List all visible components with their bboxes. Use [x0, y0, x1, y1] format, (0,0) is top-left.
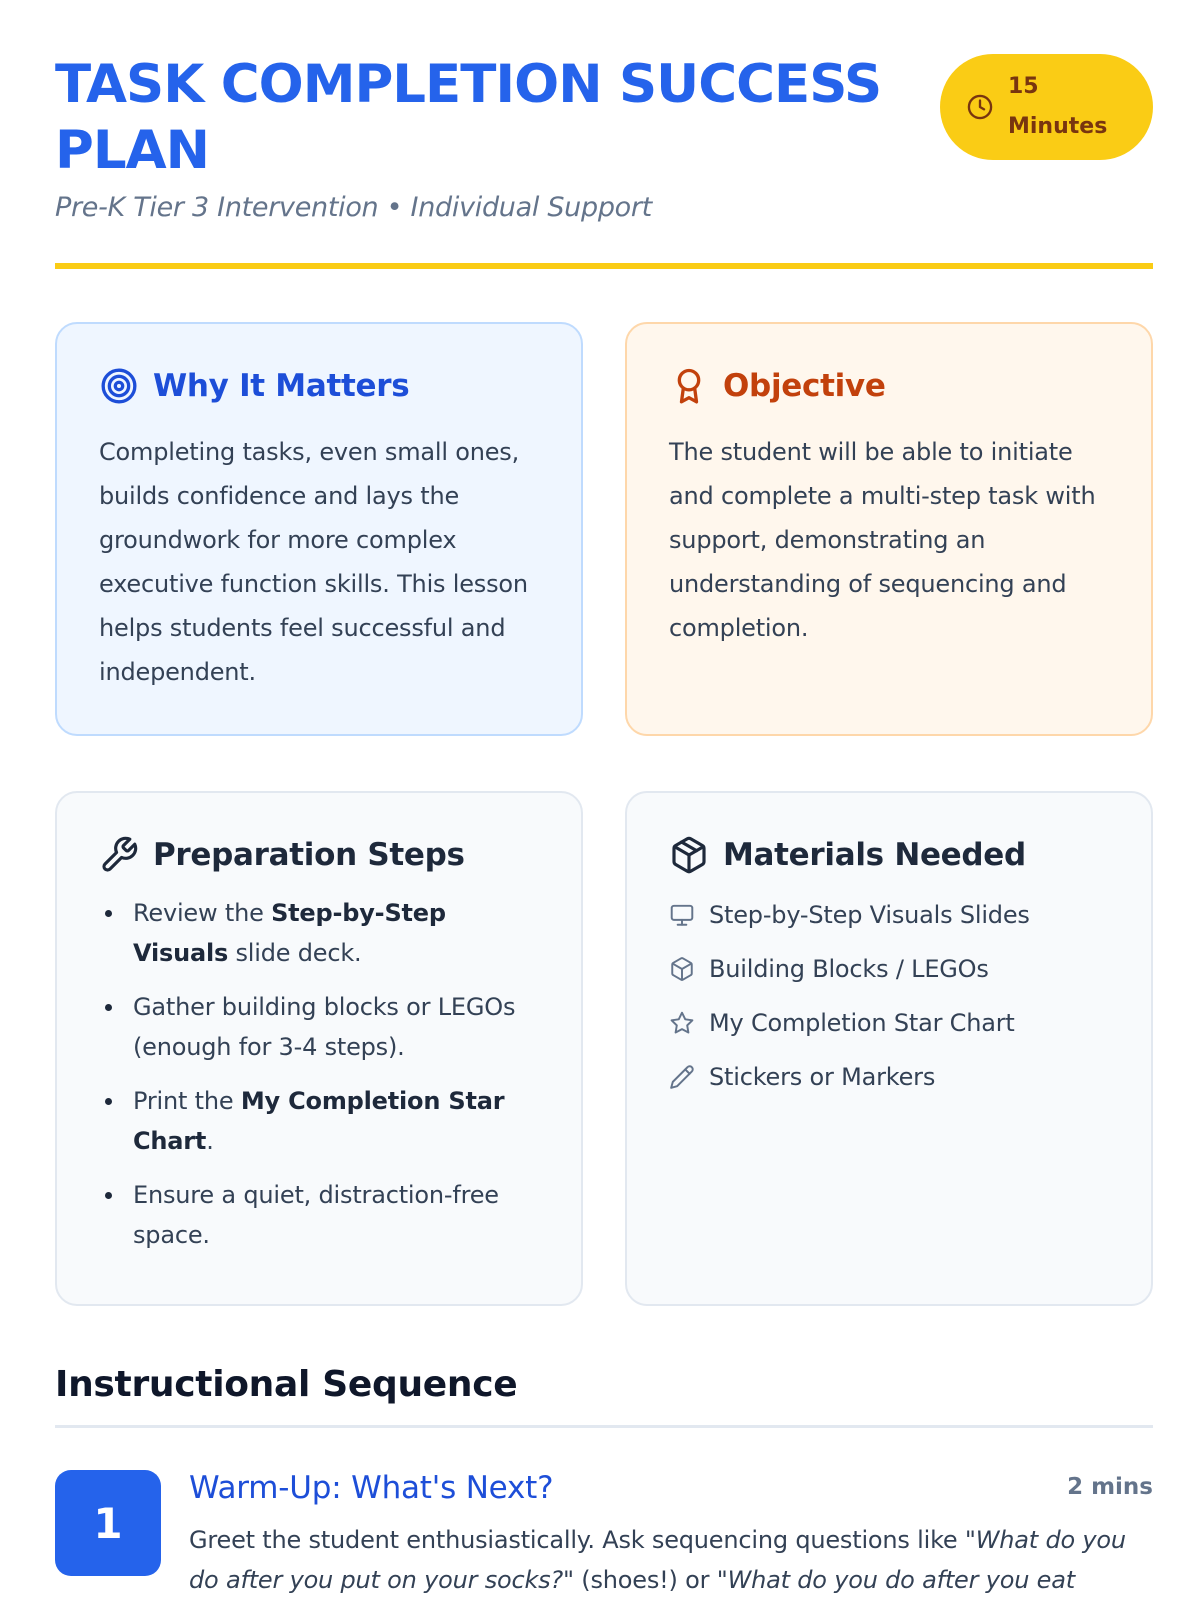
materials-card — [625, 791, 1153, 1306]
step-number-badge: 1 — [55, 1470, 161, 1576]
pencil-icon — [669, 1064, 695, 1090]
section-divider — [55, 1425, 1153, 1428]
objective-title: Objective — [723, 368, 886, 404]
list-item: Print the My Completion Star Chart. — [99, 1081, 541, 1161]
duration-unit: Minutes — [1008, 114, 1108, 139]
star-icon — [669, 1010, 695, 1036]
page-header — [55, 52, 1153, 223]
step-title: Warm-Up: What's Next? — [189, 1470, 554, 1506]
why-it-matters-card — [55, 322, 583, 736]
material-label: Stickers or Markers — [709, 1063, 936, 1091]
objective-text: The student will be able to initiate and complete a multi-step task with support, demonstrating an understanding of sequencing and completion. — [669, 438, 1096, 642]
material-label: Step-by-Step Visuals Slides — [709, 901, 1030, 929]
duration-number: 15 — [1008, 74, 1039, 99]
list-item — [669, 949, 1111, 989]
step-description: Greet the student enthusiastically. Ask sequencing questions like "What do you do after you put on your socks?" (shoes!) or "What do you do after you eat — [189, 1526, 1126, 1594]
list-item — [669, 895, 1111, 935]
cube-icon — [669, 956, 695, 982]
list-item: Review the Step-by-Step Visuals slide deck. — [99, 893, 541, 973]
material-label: Building Blocks / LEGOs — [709, 955, 989, 983]
preparation-card — [55, 791, 583, 1306]
list-item — [669, 1057, 1111, 1097]
section-title: Instructional Sequence — [55, 1364, 518, 1405]
preparation-list — [99, 893, 541, 1255]
header-divider — [55, 263, 1153, 269]
list-item — [669, 1003, 1111, 1043]
award-icon — [669, 366, 709, 406]
box-icon — [669, 835, 709, 875]
list-item: Ensure a quiet, distraction-free space. — [99, 1175, 541, 1255]
duration-badge — [940, 54, 1153, 160]
clock-icon — [966, 93, 994, 121]
step-duration: 2 mins — [1067, 1474, 1153, 1500]
target-icon — [99, 366, 139, 406]
monitor-icon — [669, 902, 695, 928]
preparation-title: Preparation Steps — [153, 837, 465, 873]
page-title: TASK COMPLETION SUCCESS PLAN — [55, 54, 882, 181]
page-subtitle: Pre-K Tier 3 Intervention • Individual Support — [55, 192, 652, 223]
objective-card — [625, 322, 1153, 736]
why-it-matters-text: Completing tasks, even small ones, builds confidence and lays the groundwork for more complex executive function skills. This lesson helps students feel successful and independent. — [99, 438, 528, 686]
materials-list — [669, 895, 1111, 1097]
materials-title: Materials Needed — [723, 837, 1026, 873]
why-it-matters-title: Why It Matters — [153, 368, 410, 404]
material-label: My Completion Star Chart — [709, 1009, 1015, 1037]
list-item: Gather building blocks or LEGOs (enough for 3-4 steps). — [99, 987, 541, 1067]
wrench-icon — [99, 835, 139, 875]
